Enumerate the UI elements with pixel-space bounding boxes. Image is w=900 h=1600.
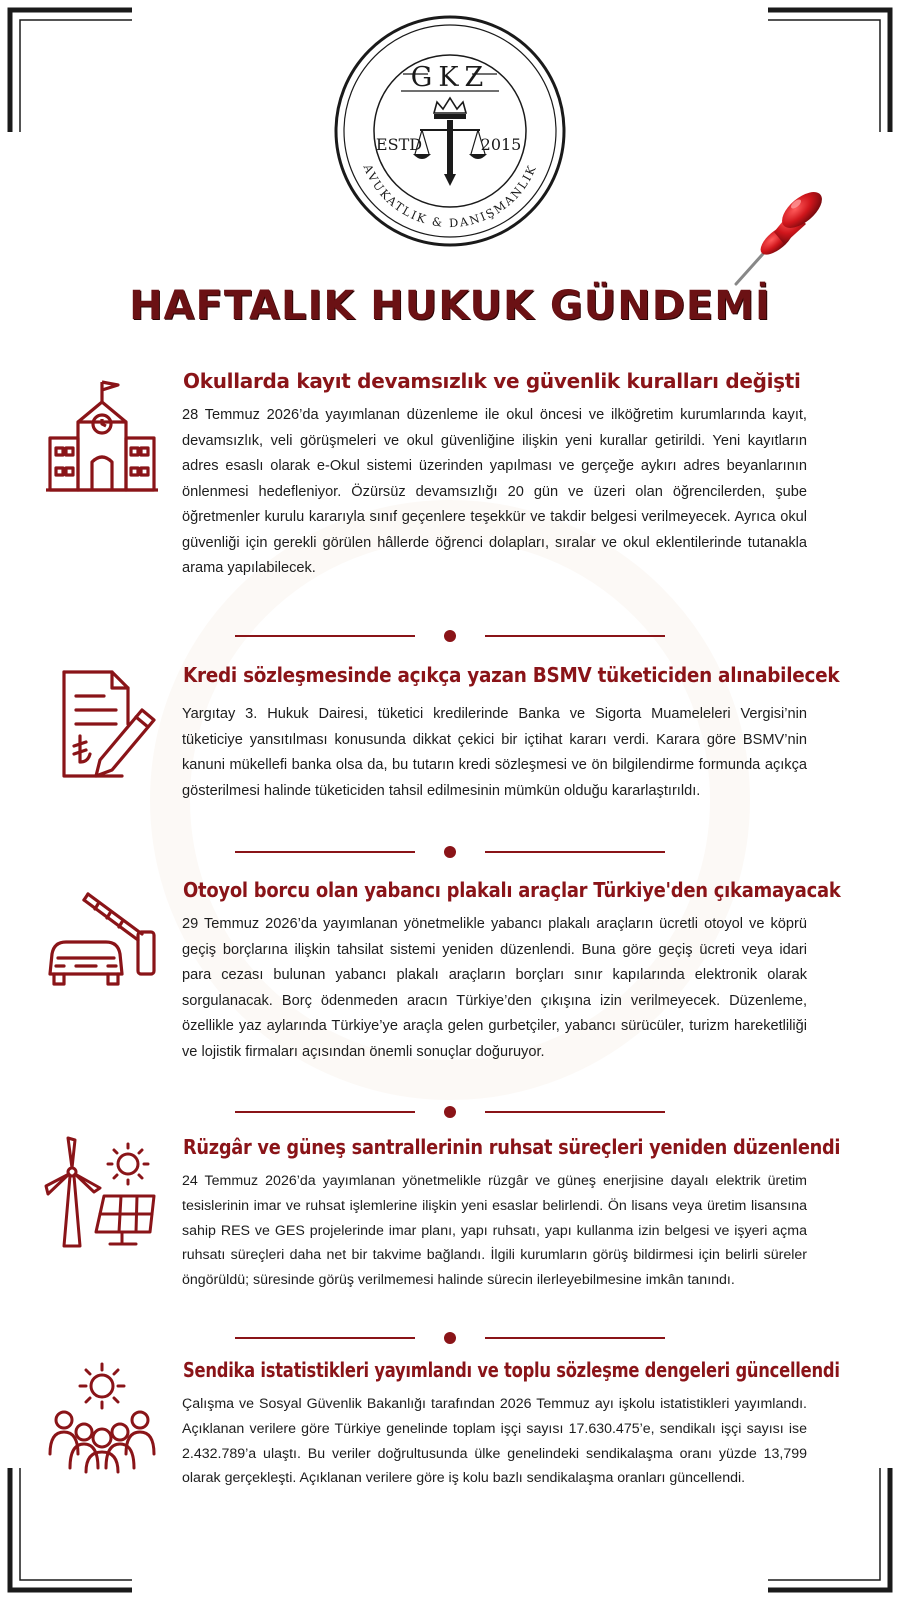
logo-tagline: AVUKATLIK & DANIŞMANLIK: [360, 162, 540, 231]
workers-gear-icon: [42, 1356, 162, 1476]
push-pin-icon: [732, 180, 832, 290]
news-body: 28 Temmuz 2026’da yayımlanan düzenleme ile okul öncesi ve ilköğretim kurumlarında kayıt, devamsızlık, veli görüşmeleri ve okul güvenliğine ilişkin yeni kurallar getirildi. Yeni kayıtların adres esaslı olarak e-Okul sistemi üzerinden yapılması ve gerçeğe aykırı adres beyanlarının önlenmesi hedefleniyor. Özürsüz devamsızlığı 20 gün ve üzeri olan öğrencilerden, şube öğretmenler kurulu kararıyla sınıf geçenlere teşekkür ve takdir belgesi verilmeyecek. Ayrıca okul güvenliği için gerekli görülen hâllerde öğrenci dolapları, sıralar ve okul eklentilerinde tutanakla arama yapılabilecek.: [182, 407, 807, 576]
frame-corner-top-right: [764, 6, 894, 136]
logo-year: 2015: [480, 135, 522, 154]
section-divider: [235, 845, 665, 859]
car-barrier-icon: [42, 886, 162, 1006]
firm-logo: [333, 14, 567, 248]
frame-corner-bottom-left: [6, 1464, 136, 1594]
news-heading: Kredi sözleşmesinde açıkça yazan BSMV tüketiciden alınabilecek: [183, 663, 840, 687]
news-heading: Otoyol borcu olan yabancı plakalı araçlar Türkiye'den çıkamayacak: [183, 878, 841, 902]
news-body: 24 Temmuz 2026’da yayımlanan yönetmelikle rüzgâr ve güneş enerjisine dayalı elektrik üretim tesislerinin imar ve ruhsat işlemlerine ilişkin yeni esaslar belirlendi. Ön lisans veya üretim lisansına sahip RES ve GES projelerinde imar planı, yapı ruhsatı, yapı kullanma izin belgesi ve işyeri açma ruhsatı süreçleri daha net bir takvime bağlandı. İlgili kurumların görüş bildirmesi için belirli süreler öngörüldü; süresinde görüş verilmemesi halinde sürecin ilerleyebilmesine imkân tanındı.: [182, 1173, 807, 1289]
news-body: 29 Temmuz 2026’da yayımlanan yönetmelikle yabancı plakalı araçların ücretli otoyol ve köprü geçiş borçlarına ilişkin tahsilat sistemi yeniden düzenlendi. Buna göre geçiş ücreti veya idari para cezası bulunan yabancı plakalı araçların borçları sınır kapılarında elektronik olarak sorgulanacak. Borç ödenmeden aracın Türkiye’den çıkışına izin verilmeyecek. Düzenleme, özellikle yaz aylarında Türkiye’ye araçla gelen gurbetçiler, yabancı sürücüler, turizm hareketliliği ve lojistik firmaları açısından önemli sonuçlar doğuruyor.: [182, 916, 807, 1060]
section-divider: [235, 629, 665, 643]
wind-solar-icon: [42, 1134, 162, 1254]
news-body: Çalışma ve Sosyal Güvenlik Bakanlığı tarafından 2026 Temmuz ayı işkolu istatistikleri yayımlandı. Açıklanan verilere göre Türkiye genelinde toplam işçi sayısı 17.630.475’e, sendikalı işçi sayısı ise 2.432.789’a ulaştı. Bu veriler doğrultusunda ülke genelindeki sendikalaşma oranı yüzde 13,799 olarak gerçekleşti. Açıklanan verilere göre iş kolu bazlı sendikalaşma oranları güncellendi.: [182, 1396, 807, 1487]
logo-estd: ESTD: [375, 135, 423, 154]
news-heading: Okullarda kayıt devamsızlık ve güvenlik kuralları değişti: [183, 369, 801, 393]
frame-corner-top-left: [6, 6, 136, 136]
section-divider: [235, 1105, 665, 1119]
school-icon: [42, 376, 162, 496]
logo-initials: GKZ: [410, 62, 490, 93]
page-title: HAFTALIK HUKUK GÜNDEMİ: [129, 283, 771, 329]
news-body: Yargıtay 3. Hukuk Dairesi, tüketici kredilerinde Banka ve Sigorta Muameleleri Vergisi’nin tüketiciye yansıtılması konusunda dikkat çekici bir içtihat kararı verdi. Karara göre BSMV’nin kanuni mükellefi banka olsa da, bu tutarın kredi sözleşmesi ve ön bilgilendirme formunda açıkça gösterilmesi halinde tüketiciden tahsil edilmesinin mümkün olduğu kararlaştırıldı.: [182, 706, 807, 799]
news-heading: Sendika istatistikleri yayımlandı ve toplu sözleşme dengeleri güncellendi: [183, 1358, 840, 1382]
contract-pen-icon: [42, 664, 162, 784]
news-heading: Rüzgâr ve güneş santrallerinin ruhsat süreçleri yeniden düzenlendi: [183, 1135, 841, 1159]
section-divider: [235, 1331, 665, 1345]
